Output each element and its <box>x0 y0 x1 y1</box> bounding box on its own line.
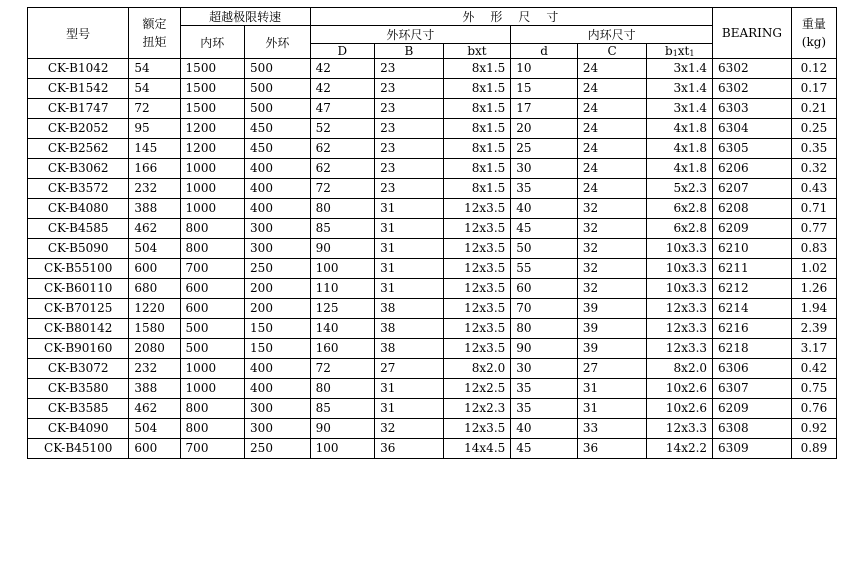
cell-inner-speed: 700 <box>180 259 245 279</box>
cell-weight: 0.83 <box>791 239 836 259</box>
cell-bearing: 6218 <box>713 339 792 359</box>
table-row <box>28 99 837 119</box>
cell-outer-speed: 300 <box>245 239 311 259</box>
cell-b1xt1: 6x2.8 <box>647 199 713 219</box>
cell-inner-speed: 1500 <box>180 59 245 79</box>
cell-inner-speed: 1000 <box>180 379 245 399</box>
table-row <box>28 439 837 459</box>
cell-outer-speed: 250 <box>245 259 311 279</box>
cell-bxt: 8x1.5 <box>443 179 511 199</box>
cell-torque: 2080 <box>129 339 180 359</box>
cell-B: 23 <box>375 139 444 159</box>
cell-B: 23 <box>375 159 444 179</box>
header-overspeed: 超越极限转速 <box>180 8 310 26</box>
cell-weight: 0.21 <box>791 99 836 119</box>
cell-bxt: 12x2.3 <box>443 399 511 419</box>
cell-C: 32 <box>577 239 647 259</box>
cell-b1xt1: 10x3.3 <box>647 279 713 299</box>
cell-inner-speed: 1000 <box>180 359 245 379</box>
cell-bearing: 6209 <box>713 219 792 239</box>
cell-outer-speed: 500 <box>245 79 311 99</box>
cell-inner-speed: 1500 <box>180 99 245 119</box>
cell-inner-speed: 1000 <box>180 199 245 219</box>
cell-torque: 54 <box>129 79 180 99</box>
cell-b1xt1: 3x1.4 <box>647 79 713 99</box>
cell-outer-speed: 250 <box>245 439 311 459</box>
cell-model: CK-B4080 <box>28 199 129 219</box>
cell-torque: 462 <box>129 399 180 419</box>
cell-C: 32 <box>577 219 647 239</box>
cell-model: CK-B80142 <box>28 319 129 339</box>
cell-d: 40 <box>511 199 578 219</box>
cell-torque: 504 <box>129 239 180 259</box>
cell-inner-speed: 600 <box>180 279 245 299</box>
cell-C: 32 <box>577 199 647 219</box>
cell-inner-speed: 800 <box>180 399 245 419</box>
cell-B: 32 <box>375 419 444 439</box>
table-row <box>28 399 837 419</box>
cell-inner-speed: 1500 <box>180 79 245 99</box>
cell-weight: 0.71 <box>791 199 836 219</box>
cell-outer-speed: 400 <box>245 379 311 399</box>
cell-bearing: 6306 <box>713 359 792 379</box>
cell-d: 25 <box>511 139 578 159</box>
header-torque <box>129 8 180 59</box>
cell-C: 39 <box>577 339 647 359</box>
header-row-1 <box>28 8 837 26</box>
cell-d: 90 <box>511 339 578 359</box>
table-row <box>28 279 837 299</box>
cell-outer-speed: 400 <box>245 159 311 179</box>
cell-model: CK-B60110 <box>28 279 129 299</box>
cell-bxt: 12x3.5 <box>443 339 511 359</box>
cell-d: 20 <box>511 119 578 139</box>
cell-D: 90 <box>310 419 375 439</box>
cell-C: 24 <box>577 139 647 159</box>
cell-b1xt1: 10x2.6 <box>647 379 713 399</box>
cell-D: 72 <box>310 359 375 379</box>
cell-model: CK-B4585 <box>28 219 129 239</box>
cell-inner-speed: 800 <box>180 239 245 259</box>
cell-C: 33 <box>577 419 647 439</box>
table-row <box>28 259 837 279</box>
cell-weight: 0.92 <box>791 419 836 439</box>
cell-D: 125 <box>310 299 375 319</box>
table-row <box>28 239 837 259</box>
cell-d: 17 <box>511 99 578 119</box>
cell-model: CK-B3572 <box>28 179 129 199</box>
cell-B: 23 <box>375 79 444 99</box>
cell-bearing: 6302 <box>713 79 792 99</box>
header-col-b1xt1 <box>647 44 713 59</box>
cell-d: 35 <box>511 179 578 199</box>
cell-model: CK-B70125 <box>28 299 129 319</box>
cell-B: 31 <box>375 379 444 399</box>
cell-inner-speed: 700 <box>180 439 245 459</box>
header-b1xt1-b: b <box>665 44 673 58</box>
cell-bxt: 14x4.5 <box>443 439 511 459</box>
cell-D: 90 <box>310 239 375 259</box>
cell-bxt: 8x1.5 <box>443 79 511 99</box>
cell-outer-speed: 200 <box>245 279 311 299</box>
cell-C: 31 <box>577 379 647 399</box>
cell-bearing: 6209 <box>713 399 792 419</box>
cell-d: 55 <box>511 259 578 279</box>
cell-inner-speed: 1000 <box>180 159 245 179</box>
cell-B: 31 <box>375 199 444 219</box>
header-dimensions: 外 形 尺 寸 <box>310 8 712 26</box>
cell-outer-speed: 400 <box>245 199 311 219</box>
cell-outer-speed: 300 <box>245 399 311 419</box>
cell-model: CK-B1747 <box>28 99 129 119</box>
table-row <box>28 139 837 159</box>
cell-weight: 0.32 <box>791 159 836 179</box>
cell-bxt: 12x3.5 <box>443 319 511 339</box>
cell-bxt: 12x3.5 <box>443 279 511 299</box>
cell-weight: 0.35 <box>791 139 836 159</box>
cell-bxt: 12x3.5 <box>443 419 511 439</box>
cell-b1xt1: 4x1.8 <box>647 139 713 159</box>
cell-D: 62 <box>310 159 375 179</box>
header-b1xt1-xt: xt <box>677 44 690 58</box>
header-col-d: d <box>511 44 578 59</box>
cell-B: 31 <box>375 219 444 239</box>
header-b1xt1-sub1: 1 <box>672 49 678 58</box>
cell-B: 36 <box>375 439 444 459</box>
cell-b1xt1: 12x3.3 <box>647 299 713 319</box>
cell-b1xt1: 5x2.3 <box>647 179 713 199</box>
cell-C: 24 <box>577 99 647 119</box>
cell-D: 100 <box>310 259 375 279</box>
cell-b1xt1: 4x1.8 <box>647 159 713 179</box>
header-inner-ring-size: 内环尺寸 <box>511 26 713 44</box>
cell-B: 23 <box>375 179 444 199</box>
cell-d: 30 <box>511 159 578 179</box>
cell-bearing: 6308 <box>713 419 792 439</box>
cell-torque: 54 <box>129 59 180 79</box>
cell-bearing: 6210 <box>713 239 792 259</box>
table-row <box>28 319 837 339</box>
cell-inner-speed: 600 <box>180 299 245 319</box>
cell-D: 100 <box>310 439 375 459</box>
cell-bearing: 6305 <box>713 139 792 159</box>
cell-bxt: 12x3.5 <box>443 299 511 319</box>
cell-weight: 0.12 <box>791 59 836 79</box>
cell-C: 24 <box>577 179 647 199</box>
cell-torque: 600 <box>129 259 180 279</box>
cell-bearing: 6307 <box>713 379 792 399</box>
cell-D: 42 <box>310 59 375 79</box>
cell-torque: 95 <box>129 119 180 139</box>
header-model: 型号 <box>28 8 129 59</box>
cell-outer-speed: 450 <box>245 119 311 139</box>
cell-weight: 0.77 <box>791 219 836 239</box>
cell-outer-speed: 300 <box>245 219 311 239</box>
header-torque-line2: 扭矩 <box>142 35 167 49</box>
cell-B: 31 <box>375 399 444 419</box>
cell-D: 85 <box>310 399 375 419</box>
cell-model: CK-B3062 <box>28 159 129 179</box>
table-row <box>28 59 837 79</box>
cell-weight: 2.39 <box>791 319 836 339</box>
cell-d: 35 <box>511 379 578 399</box>
cell-torque: 232 <box>129 179 180 199</box>
cell-C: 32 <box>577 279 647 299</box>
table-row <box>28 219 837 239</box>
cell-model: CK-B4090 <box>28 419 129 439</box>
cell-bearing: 6207 <box>713 179 792 199</box>
cell-model: CK-B5090 <box>28 239 129 259</box>
table-row <box>28 419 837 439</box>
cell-bearing: 6208 <box>713 199 792 219</box>
cell-model: CK-B2052 <box>28 119 129 139</box>
header-weight <box>791 8 836 59</box>
cell-bearing: 6302 <box>713 59 792 79</box>
cell-inner-speed: 500 <box>180 339 245 359</box>
cell-outer-speed: 300 <box>245 419 311 439</box>
cell-model: CK-B1042 <box>28 59 129 79</box>
table-body <box>28 59 837 459</box>
header-col-B: B <box>375 44 444 59</box>
cell-bearing: 6303 <box>713 99 792 119</box>
table-row <box>28 159 837 179</box>
header-col-C: C <box>577 44 647 59</box>
cell-B: 31 <box>375 239 444 259</box>
cell-B: 27 <box>375 359 444 379</box>
table-row <box>28 79 837 99</box>
cell-inner-speed: 1200 <box>180 139 245 159</box>
header-b1xt1-sub2: 1 <box>689 49 695 58</box>
cell-inner-speed: 1000 <box>180 179 245 199</box>
cell-bearing: 6211 <box>713 259 792 279</box>
cell-d: 15 <box>511 79 578 99</box>
cell-D: 80 <box>310 379 375 399</box>
cell-B: 23 <box>375 99 444 119</box>
cell-b1xt1: 12x3.3 <box>647 419 713 439</box>
cell-torque: 166 <box>129 159 180 179</box>
cell-d: 30 <box>511 359 578 379</box>
cell-C: 36 <box>577 439 647 459</box>
cell-torque: 680 <box>129 279 180 299</box>
cell-inner-speed: 800 <box>180 219 245 239</box>
cell-bxt: 8x1.5 <box>443 139 511 159</box>
cell-bearing: 6304 <box>713 119 792 139</box>
header-weight-line1: 重量 <box>801 17 826 31</box>
table-row <box>28 339 837 359</box>
cell-D: 42 <box>310 79 375 99</box>
cell-model: CK-B2562 <box>28 139 129 159</box>
cell-torque: 462 <box>129 219 180 239</box>
cell-C: 24 <box>577 119 647 139</box>
cell-bxt: 8x1.5 <box>443 59 511 79</box>
cell-d: 35 <box>511 399 578 419</box>
cell-outer-speed: 200 <box>245 299 311 319</box>
cell-outer-speed: 400 <box>245 359 311 379</box>
cell-torque: 1220 <box>129 299 180 319</box>
cell-outer-speed: 150 <box>245 319 311 339</box>
cell-b1xt1: 12x3.3 <box>647 339 713 359</box>
cell-model: CK-B3072 <box>28 359 129 379</box>
header-col-bxt: bxt <box>443 44 511 59</box>
cell-bearing: 6206 <box>713 159 792 179</box>
cell-b1xt1: 12x3.3 <box>647 319 713 339</box>
cell-B: 38 <box>375 319 444 339</box>
cell-D: 72 <box>310 179 375 199</box>
cell-bearing: 6309 <box>713 439 792 459</box>
cell-weight: 3.17 <box>791 339 836 359</box>
cell-torque: 1580 <box>129 319 180 339</box>
cell-B: 23 <box>375 119 444 139</box>
table-row <box>28 119 837 139</box>
cell-torque: 388 <box>129 199 180 219</box>
cell-outer-speed: 150 <box>245 339 311 359</box>
cell-d: 45 <box>511 439 578 459</box>
cell-d: 50 <box>511 239 578 259</box>
cell-D: 140 <box>310 319 375 339</box>
cell-model: CK-B3585 <box>28 399 129 419</box>
cell-outer-speed: 450 <box>245 139 311 159</box>
cell-d: 10 <box>511 59 578 79</box>
cell-bxt: 8x1.5 <box>443 159 511 179</box>
cell-C: 31 <box>577 399 647 419</box>
cell-weight: 1.26 <box>791 279 836 299</box>
table-header <box>28 8 837 59</box>
cell-torque: 72 <box>129 99 180 119</box>
cell-B: 38 <box>375 299 444 319</box>
cell-model: CK-B1542 <box>28 79 129 99</box>
cell-C: 27 <box>577 359 647 379</box>
cell-b1xt1: 10x3.3 <box>647 239 713 259</box>
cell-bxt: 8x1.5 <box>443 99 511 119</box>
cell-D: 85 <box>310 219 375 239</box>
cell-b1xt1: 10x2.6 <box>647 399 713 419</box>
cell-bxt: 12x3.5 <box>443 259 511 279</box>
cell-torque: 145 <box>129 139 180 159</box>
cell-outer-speed: 500 <box>245 59 311 79</box>
cell-b1xt1: 4x1.8 <box>647 119 713 139</box>
cell-weight: 0.43 <box>791 179 836 199</box>
cell-bxt: 8x1.5 <box>443 119 511 139</box>
cell-C: 24 <box>577 159 647 179</box>
cell-weight: 0.89 <box>791 439 836 459</box>
header-col-D: D <box>310 44 375 59</box>
cell-bearing: 6212 <box>713 279 792 299</box>
table-row <box>28 359 837 379</box>
cell-d: 70 <box>511 299 578 319</box>
cell-torque: 232 <box>129 359 180 379</box>
cell-B: 31 <box>375 259 444 279</box>
cell-d: 60 <box>511 279 578 299</box>
cell-D: 160 <box>310 339 375 359</box>
cell-model: CK-B55100 <box>28 259 129 279</box>
cell-b1xt1: 3x1.4 <box>647 59 713 79</box>
cell-inner-speed: 1200 <box>180 119 245 139</box>
table-row <box>28 199 837 219</box>
cell-torque: 388 <box>129 379 180 399</box>
cell-C: 24 <box>577 79 647 99</box>
cell-C: 32 <box>577 259 647 279</box>
table-row <box>28 179 837 199</box>
cell-D: 62 <box>310 139 375 159</box>
cell-D: 52 <box>310 119 375 139</box>
cell-inner-speed: 800 <box>180 419 245 439</box>
cell-b1xt1: 10x3.3 <box>647 259 713 279</box>
cell-torque: 600 <box>129 439 180 459</box>
cell-C: 39 <box>577 319 647 339</box>
cell-D: 47 <box>310 99 375 119</box>
header-outer-ring-size: 外环尺寸 <box>310 26 511 44</box>
header-bearing: BEARING <box>713 8 792 59</box>
cell-D: 110 <box>310 279 375 299</box>
cell-b1xt1: 14x2.2 <box>647 439 713 459</box>
cell-weight: 0.76 <box>791 399 836 419</box>
header-inner-ring: 内环 <box>180 26 245 59</box>
cell-weight: 0.42 <box>791 359 836 379</box>
cell-weight: 1.02 <box>791 259 836 279</box>
header-torque-line1: 额定 <box>142 17 167 31</box>
cell-bxt: 12x3.5 <box>443 199 511 219</box>
cell-bxt: 12x3.5 <box>443 219 511 239</box>
cell-bearing: 6216 <box>713 319 792 339</box>
cell-torque: 504 <box>129 419 180 439</box>
header-weight-line2: (kg) <box>801 35 827 49</box>
cell-d: 80 <box>511 319 578 339</box>
cell-C: 39 <box>577 299 647 319</box>
cell-inner-speed: 500 <box>180 319 245 339</box>
cell-bxt: 12x3.5 <box>443 239 511 259</box>
cell-weight: 0.25 <box>791 119 836 139</box>
cell-bxt: 8x2.0 <box>443 359 511 379</box>
cell-bearing: 6214 <box>713 299 792 319</box>
cell-weight: 0.17 <box>791 79 836 99</box>
cell-d: 40 <box>511 419 578 439</box>
cell-outer-speed: 400 <box>245 179 311 199</box>
header-outer-ring: 外环 <box>245 26 311 59</box>
cell-model: CK-B3580 <box>28 379 129 399</box>
cell-b1xt1: 3x1.4 <box>647 99 713 119</box>
table-row <box>28 379 837 399</box>
cell-D: 80 <box>310 199 375 219</box>
cell-weight: 1.94 <box>791 299 836 319</box>
cell-d: 45 <box>511 219 578 239</box>
cell-model: CK-B90160 <box>28 339 129 359</box>
table-row <box>28 299 837 319</box>
cell-B: 23 <box>375 59 444 79</box>
cell-b1xt1: 6x2.8 <box>647 219 713 239</box>
cell-b1xt1: 8x2.0 <box>647 359 713 379</box>
cell-weight: 0.75 <box>791 379 836 399</box>
cell-B: 38 <box>375 339 444 359</box>
cell-outer-speed: 500 <box>245 99 311 119</box>
cell-bxt: 12x2.5 <box>443 379 511 399</box>
cell-C: 24 <box>577 59 647 79</box>
spec-table <box>27 7 837 459</box>
cell-model: CK-B45100 <box>28 439 129 459</box>
cell-B: 31 <box>375 279 444 299</box>
